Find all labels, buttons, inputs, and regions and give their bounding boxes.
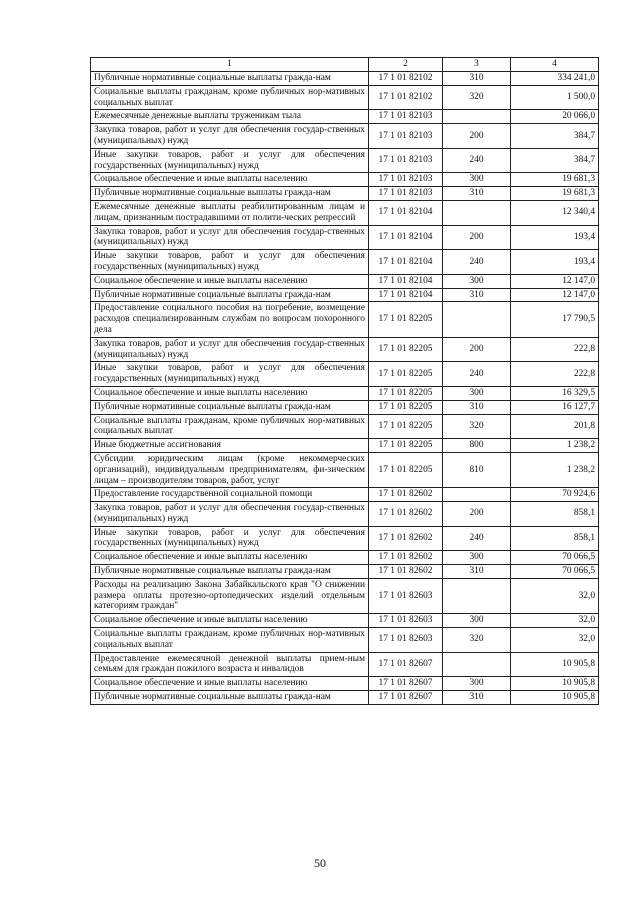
table-row <box>91 250 599 275</box>
row-expense-group: 320 <box>443 85 511 110</box>
table-row <box>91 614 599 628</box>
row-expense-group: 240 <box>443 148 511 173</box>
row-target-code: 17 1 01 82603 <box>369 628 443 653</box>
budget-table-container <box>90 57 598 705</box>
table-row <box>91 148 599 173</box>
row-amount: 12 147,0 <box>511 288 599 302</box>
table-row <box>91 502 599 527</box>
row-expense-group <box>443 110 511 124</box>
row-target-code: 17 1 01 82104 <box>369 288 443 302</box>
row-description: Ежемесячные денежные выплаты труженикам тыла <box>91 110 369 124</box>
row-amount: 10 905,8 <box>511 677 599 691</box>
table-row <box>91 677 599 691</box>
row-target-code: 17 1 01 82602 <box>369 502 443 527</box>
row-description: Публичные нормативные социальные выплаты гражда-нам <box>91 288 369 302</box>
row-description: Ежемесячные денежные выплаты реабилитированным лицам и лицам, признанным пострадавшими от полити-ческих репрессий <box>91 200 369 225</box>
table-row <box>91 288 599 302</box>
row-amount: 10 905,8 <box>511 691 599 705</box>
row-expense-group: 200 <box>443 124 511 149</box>
row-target-code: 17 1 01 82103 <box>369 110 443 124</box>
table-row <box>91 400 599 414</box>
table-row <box>91 526 599 551</box>
table-row <box>91 452 599 487</box>
table-row <box>91 414 599 439</box>
table-row <box>91 124 599 149</box>
row-expense-group: 310 <box>443 565 511 579</box>
table-row <box>91 72 599 86</box>
row-description: Социальное обеспечение и иные выплаты населению <box>91 551 369 565</box>
row-target-code: 17 1 01 82104 <box>369 274 443 288</box>
row-amount: 201,8 <box>511 414 599 439</box>
row-description: Иные закупки товаров, работ и услуг для обеспечения государственных (муниципальных) нужд <box>91 362 369 387</box>
row-expense-group: 800 <box>443 439 511 453</box>
table-row <box>91 85 599 110</box>
row-amount: 32,0 <box>511 628 599 653</box>
row-target-code: 17 1 01 82607 <box>369 691 443 705</box>
row-amount: 12 147,0 <box>511 274 599 288</box>
row-description: Иные бюджетные ассигнования <box>91 439 369 453</box>
row-description: Социальное обеспечение и иные выплаты населению <box>91 274 369 288</box>
row-target-code: 17 1 01 82205 <box>369 337 443 362</box>
row-amount: 19 681,3 <box>511 187 599 201</box>
row-target-code: 17 1 01 82607 <box>369 677 443 691</box>
row-target-code: 17 1 01 82205 <box>369 400 443 414</box>
budget-table <box>90 57 599 705</box>
page-number: 50 <box>314 856 326 870</box>
row-description: Субсидии юридическим лицам (кроме некоммерческих организаций), индивидуальным предпринимателям, фи-зическим лицам – производителям товаров, работ, услуг <box>91 452 369 487</box>
row-description: Социальное обеспечение и иные выплаты населению <box>91 386 369 400</box>
table-row <box>91 578 599 613</box>
row-target-code: 17 1 01 82603 <box>369 578 443 613</box>
row-expense-group: 310 <box>443 187 511 201</box>
row-amount: 70 066,5 <box>511 551 599 565</box>
row-expense-group: 300 <box>443 677 511 691</box>
row-amount: 32,0 <box>511 614 599 628</box>
row-description: Закупка товаров, работ и услуг для обеспечения государ-ственных (муниципальных) нужд <box>91 225 369 250</box>
row-description: Публичные нормативные социальные выплаты гражда-нам <box>91 400 369 414</box>
row-amount: 70 924,6 <box>511 488 599 502</box>
row-description: Иные закупки товаров, работ и услуг для обеспечения государственных (муниципальных) нужд <box>91 148 369 173</box>
row-expense-group: 300 <box>443 551 511 565</box>
row-amount: 222,8 <box>511 337 599 362</box>
table-row <box>91 362 599 387</box>
row-amount: 19 681,3 <box>511 173 599 187</box>
row-target-code: 17 1 01 82603 <box>369 614 443 628</box>
table-header-row <box>91 58 599 72</box>
table-row <box>91 652 599 677</box>
row-expense-group: 310 <box>443 691 511 705</box>
row-target-code: 17 1 01 82102 <box>369 85 443 110</box>
table-row <box>91 691 599 705</box>
row-description: Социальное обеспечение и иные выплаты населению <box>91 173 369 187</box>
row-expense-group <box>443 652 511 677</box>
table-row <box>91 488 599 502</box>
row-target-code: 17 1 01 82205 <box>369 452 443 487</box>
row-expense-group: 300 <box>443 274 511 288</box>
row-expense-group: 200 <box>443 225 511 250</box>
row-amount: 12 340,4 <box>511 200 599 225</box>
row-expense-group: 240 <box>443 250 511 275</box>
header-column-4: 4 <box>511 58 599 72</box>
row-amount: 384,7 <box>511 148 599 173</box>
row-target-code: 17 1 01 82205 <box>369 302 443 337</box>
row-description: Предоставление социального пособия на погребение, возмещение расходов специализированным службам по вопросам похоронного дела <box>91 302 369 337</box>
row-target-code: 17 1 01 82103 <box>369 187 443 201</box>
row-target-code: 17 1 01 82103 <box>369 148 443 173</box>
table-row <box>91 337 599 362</box>
row-target-code: 17 1 01 82607 <box>369 652 443 677</box>
row-target-code: 17 1 01 82205 <box>369 414 443 439</box>
row-description: Публичные нормативные социальные выплаты гражда-нам <box>91 691 369 705</box>
row-description: Публичные нормативные социальные выплаты гражда-нам <box>91 565 369 579</box>
row-amount: 17 790,5 <box>511 302 599 337</box>
row-description: Социальные выплаты гражданам, кроме публичных нор-мативных социальных выплат <box>91 85 369 110</box>
row-description: Социальные выплаты гражданам, кроме публичных нор-мативных социальных выплат <box>91 414 369 439</box>
row-expense-group: 300 <box>443 386 511 400</box>
table-row <box>91 628 599 653</box>
table-row <box>91 110 599 124</box>
row-expense-group: 310 <box>443 288 511 302</box>
table-row <box>91 225 599 250</box>
table-row <box>91 200 599 225</box>
row-amount: 1 238,2 <box>511 439 599 453</box>
row-expense-group <box>443 302 511 337</box>
row-description: Социальное обеспечение и иные выплаты населению <box>91 614 369 628</box>
row-expense-group: 320 <box>443 628 511 653</box>
row-amount: 384,7 <box>511 124 599 149</box>
row-amount: 858,1 <box>511 502 599 527</box>
row-expense-group: 240 <box>443 526 511 551</box>
row-amount: 32,0 <box>511 578 599 613</box>
row-amount: 16 329,5 <box>511 386 599 400</box>
row-description: Публичные нормативные социальные выплаты гражда-нам <box>91 187 369 201</box>
row-description: Предоставление ежемесячной денежной выплаты прием-ным семьям для граждан пожилого возраста и инвалидов <box>91 652 369 677</box>
table-row <box>91 551 599 565</box>
row-amount: 334 241,0 <box>511 72 599 86</box>
row-target-code: 17 1 01 82602 <box>369 565 443 579</box>
row-amount: 858,1 <box>511 526 599 551</box>
row-description: Расходы на реализацию Закона Забайкальского края "О снижении размера оплаты протезно-ортопедических изделий отдельным категориям граждан" <box>91 578 369 613</box>
row-description: Предоставление государственной социальной помощи <box>91 488 369 502</box>
row-description: Иные закупки товаров, работ и услуг для обеспечения государственных (муниципальных) нужд <box>91 250 369 275</box>
table-row <box>91 173 599 187</box>
table-row <box>91 565 599 579</box>
row-amount: 193,4 <box>511 225 599 250</box>
row-amount: 1 500,0 <box>511 85 599 110</box>
table-row <box>91 302 599 337</box>
row-amount: 222,8 <box>511 362 599 387</box>
row-amount: 20 066,0 <box>511 110 599 124</box>
row-expense-group: 300 <box>443 173 511 187</box>
row-description: Закупка товаров, работ и услуг для обеспечения государ-ственных (муниципальных) нужд <box>91 502 369 527</box>
row-amount: 10 905,8 <box>511 652 599 677</box>
row-expense-group: 310 <box>443 72 511 86</box>
row-expense-group <box>443 488 511 502</box>
row-target-code: 17 1 01 82104 <box>369 200 443 225</box>
table-row <box>91 386 599 400</box>
row-description: Закупка товаров, работ и услуг для обеспечения государ-ственных (муниципальных) нужд <box>91 337 369 362</box>
row-target-code: 17 1 01 82104 <box>369 250 443 275</box>
row-target-code: 17 1 01 82103 <box>369 173 443 187</box>
row-amount: 193,4 <box>511 250 599 275</box>
row-target-code: 17 1 01 82104 <box>369 225 443 250</box>
row-expense-group: 300 <box>443 614 511 628</box>
row-expense-group: 810 <box>443 452 511 487</box>
row-description: Закупка товаров, работ и услуг для обеспечения государ-ственных (муниципальных) нужд <box>91 124 369 149</box>
row-target-code: 17 1 01 82205 <box>369 386 443 400</box>
row-description: Публичные нормативные социальные выплаты гражда-нам <box>91 72 369 86</box>
row-expense-group: 320 <box>443 414 511 439</box>
row-expense-group: 310 <box>443 400 511 414</box>
row-amount: 1 238,2 <box>511 452 599 487</box>
header-column-3: 3 <box>443 58 511 72</box>
row-expense-group <box>443 578 511 613</box>
table-row <box>91 187 599 201</box>
row-expense-group: 200 <box>443 502 511 527</box>
row-target-code: 17 1 01 82602 <box>369 488 443 502</box>
row-expense-group <box>443 200 511 225</box>
row-target-code: 17 1 01 82602 <box>369 551 443 565</box>
row-expense-group: 200 <box>443 337 511 362</box>
row-amount: 16 127,7 <box>511 400 599 414</box>
row-description: Иные закупки товаров, работ и услуг для обеспечения государственных (муниципальных) нужд <box>91 526 369 551</box>
header-column-2: 2 <box>369 58 443 72</box>
row-amount: 70 066,5 <box>511 565 599 579</box>
row-description: Социальное обеспечение и иные выплаты населению <box>91 677 369 691</box>
row-description: Социальные выплаты гражданам, кроме публичных нор-мативных социальных выплат <box>91 628 369 653</box>
row-target-code: 17 1 01 82103 <box>369 124 443 149</box>
row-target-code: 17 1 01 82205 <box>369 362 443 387</box>
row-target-code: 17 1 01 82205 <box>369 439 443 453</box>
table-row <box>91 274 599 288</box>
row-target-code: 17 1 01 82102 <box>369 72 443 86</box>
table-body <box>91 72 599 705</box>
row-expense-group: 240 <box>443 362 511 387</box>
header-column-1: 1 <box>91 58 369 72</box>
row-target-code: 17 1 01 82602 <box>369 526 443 551</box>
table-row <box>91 439 599 453</box>
